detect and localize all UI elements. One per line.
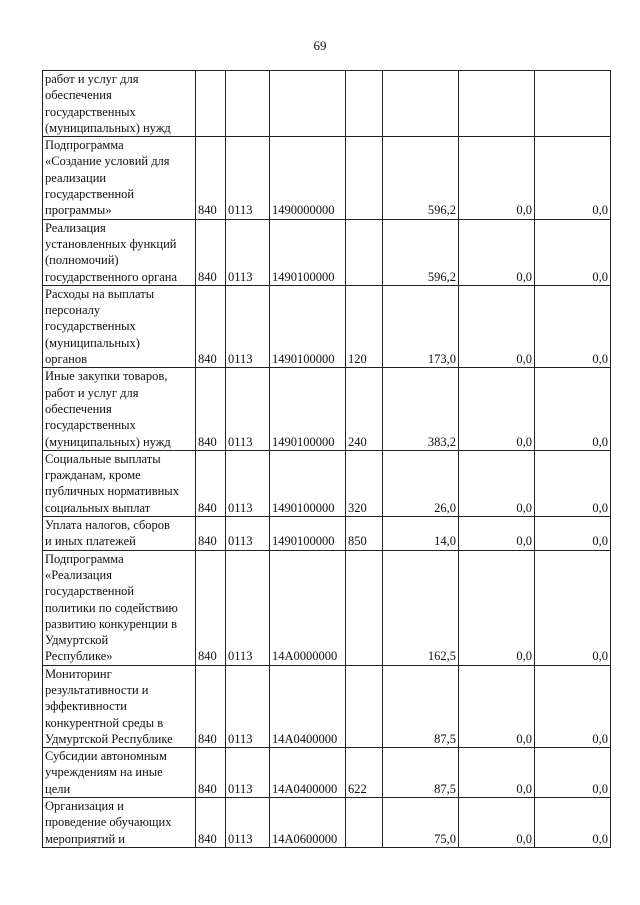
amount-cell-1: 87,5: [383, 665, 459, 747]
table-row: [43, 137, 611, 219]
ved-cell: 840: [196, 137, 226, 219]
expense-type-cell: [346, 550, 383, 665]
table-row: [43, 798, 611, 848]
table-row: [43, 550, 611, 665]
amount-cell-2: 0,0: [459, 137, 535, 219]
table-row: [43, 219, 611, 285]
section-code-cell: 0113: [226, 550, 270, 665]
amount-cell-1: 162,5: [383, 550, 459, 665]
ved-cell: [196, 71, 226, 137]
ved-cell: 840: [196, 450, 226, 516]
expense-type-cell: [346, 137, 383, 219]
amount-cell-2: 0,0: [459, 748, 535, 798]
target-article-cell: 1490100000: [270, 219, 346, 285]
amount-cell-2: 0,0: [459, 517, 535, 551]
amount-cell-1: 87,5: [383, 748, 459, 798]
amount-cell-3: 0,0: [535, 748, 611, 798]
expense-type-cell: 320: [346, 450, 383, 516]
section-code-cell: 0113: [226, 285, 270, 367]
amount-cell-3: 0,0: [535, 219, 611, 285]
target-article-cell: 1490100000: [270, 517, 346, 551]
target-article-cell: [270, 71, 346, 137]
table-row: [43, 285, 611, 367]
row-name-cell: Реализация установленных функций (полномочий) государственного органа: [43, 219, 196, 285]
amount-cell-3: 0,0: [535, 450, 611, 516]
section-code-cell: 0113: [226, 368, 270, 450]
expense-type-cell: [346, 798, 383, 848]
expense-type-cell: [346, 665, 383, 747]
expense-type-cell: 850: [346, 517, 383, 551]
ved-cell: 840: [196, 368, 226, 450]
row-name-cell: Организация и проведение обучающих мероприятий и: [43, 798, 196, 848]
amount-cell-3: 0,0: [535, 550, 611, 665]
amount-cell-3: 0,0: [535, 517, 611, 551]
amount-cell-1: 75,0: [383, 798, 459, 848]
amount-cell-1: 26,0: [383, 450, 459, 516]
row-name-cell: Расходы на выплаты персоналу государственных (муниципальных) органов: [43, 285, 196, 367]
amount-cell-3: 0,0: [535, 285, 611, 367]
ved-cell: 840: [196, 748, 226, 798]
target-article-cell: 1490100000: [270, 450, 346, 516]
row-name-cell: Мониторинг результативности и эффективности конкурентной среды в Удмуртской Республике: [43, 665, 196, 747]
section-code-cell: 0113: [226, 450, 270, 516]
table-row: [43, 748, 611, 798]
expense-type-cell: [346, 71, 383, 137]
expense-type-cell: 622: [346, 748, 383, 798]
section-code-cell: 0113: [226, 665, 270, 747]
amount-cell-3: 0,0: [535, 137, 611, 219]
table-row: [43, 450, 611, 516]
amount-cell-1: [383, 71, 459, 137]
section-code-cell: 0113: [226, 517, 270, 551]
row-name-cell: Подпрограмма «Создание условий для реализации государственной программы»: [43, 137, 196, 219]
expense-type-cell: [346, 219, 383, 285]
amount-cell-3: 0,0: [535, 798, 611, 848]
table-body: [43, 71, 611, 848]
amount-cell-3: 0,0: [535, 665, 611, 747]
row-name-cell: работ и услуг для обеспечения государственных (муниципальных) нужд: [43, 71, 196, 137]
amount-cell-2: 0,0: [459, 368, 535, 450]
budget-table: [42, 70, 611, 848]
amount-cell-2: 0,0: [459, 798, 535, 848]
section-code-cell: [226, 71, 270, 137]
expense-type-cell: 120: [346, 285, 383, 367]
table-row: [43, 517, 611, 551]
target-article-cell: 14А0400000: [270, 748, 346, 798]
expense-type-cell: 240: [346, 368, 383, 450]
amount-cell-1: 596,2: [383, 219, 459, 285]
ved-cell: 840: [196, 219, 226, 285]
target-article-cell: 1490100000: [270, 368, 346, 450]
target-article-cell: 1490100000: [270, 285, 346, 367]
row-name-cell: Уплата налогов, сборов и иных платежей: [43, 517, 196, 551]
amount-cell-1: 173,0: [383, 285, 459, 367]
amount-cell-2: [459, 71, 535, 137]
target-article-cell: 14А0600000: [270, 798, 346, 848]
amount-cell-2: 0,0: [459, 219, 535, 285]
ved-cell: 840: [196, 517, 226, 551]
amount-cell-1: 383,2: [383, 368, 459, 450]
ved-cell: 840: [196, 550, 226, 665]
target-article-cell: 14А0000000: [270, 550, 346, 665]
row-name-cell: Социальные выплаты гражданам, кроме публичных нормативных социальных выплат: [43, 450, 196, 516]
ved-cell: 840: [196, 798, 226, 848]
table-row: [43, 665, 611, 747]
amount-cell-2: 0,0: [459, 665, 535, 747]
section-code-cell: 0113: [226, 748, 270, 798]
page-number: 69: [313, 38, 327, 53]
table-row: [43, 368, 611, 450]
section-code-cell: 0113: [226, 798, 270, 848]
amount-cell-2: 0,0: [459, 450, 535, 516]
amount-cell-1: 596,2: [383, 137, 459, 219]
row-name-cell: Подпрограмма «Реализация государственной политики по содействию развитию конкуренции в Удмуртской Республике»: [43, 550, 196, 665]
ved-cell: 840: [196, 665, 226, 747]
row-name-cell: Субсидии автономным учреждениям на иные цели: [43, 748, 196, 798]
table-row: [43, 71, 611, 137]
amount-cell-3: [535, 71, 611, 137]
ved-cell: 840: [196, 285, 226, 367]
section-code-cell: 0113: [226, 137, 270, 219]
amount-cell-2: 0,0: [459, 285, 535, 367]
target-article-cell: 1490000000: [270, 137, 346, 219]
amount-cell-3: 0,0: [535, 368, 611, 450]
amount-cell-1: 14,0: [383, 517, 459, 551]
row-name-cell: Иные закупки товаров, работ и услуг для обеспечения государственных (муниципальных) нужд: [43, 368, 196, 450]
amount-cell-2: 0,0: [459, 550, 535, 665]
target-article-cell: 14А0400000: [270, 665, 346, 747]
section-code-cell: 0113: [226, 219, 270, 285]
